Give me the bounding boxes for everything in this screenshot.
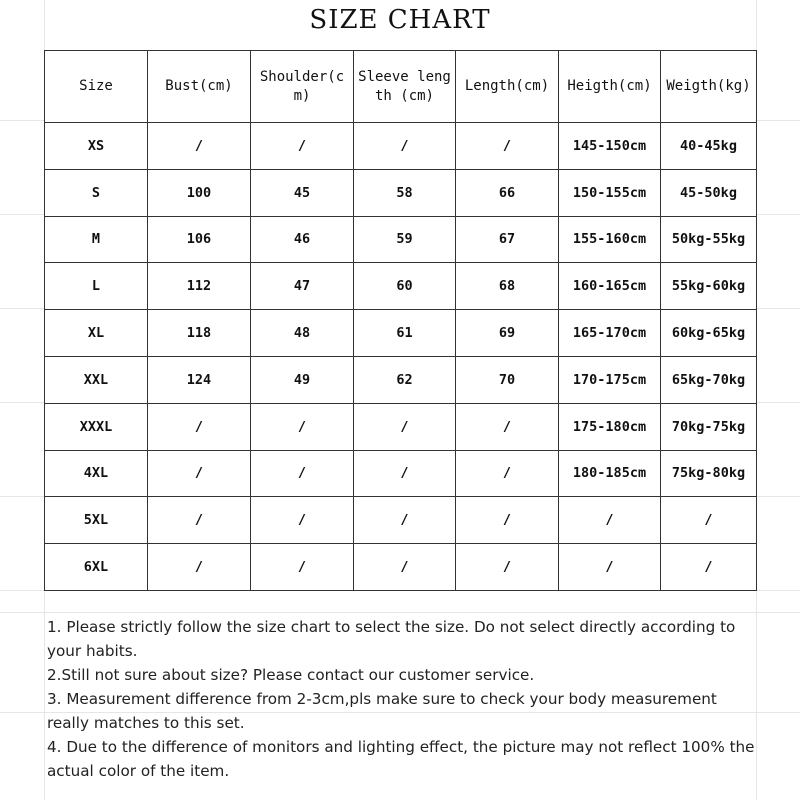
cell-height: 155-160cm: [559, 216, 661, 263]
grid-line: [0, 612, 800, 613]
cell-sleeve-length: 60: [354, 263, 456, 310]
header-shoulder: Shoulder(cm): [251, 51, 354, 123]
cell-bust: /: [148, 403, 251, 450]
header-height: Heigth(cm): [559, 51, 661, 123]
header-size: Size: [45, 51, 148, 123]
table-row: [45, 497, 757, 544]
cell-sleeve-length: /: [354, 123, 456, 170]
cell-bust: /: [148, 450, 251, 497]
cell-length: 70: [456, 356, 559, 403]
cell-length: /: [456, 123, 559, 170]
cell-length: 69: [456, 310, 559, 357]
cell-weight: 65kg-70kg: [661, 356, 757, 403]
cell-shoulder: 45: [251, 169, 354, 216]
cell-weight: /: [661, 497, 757, 544]
cell-shoulder: 46: [251, 216, 354, 263]
table-row: [45, 169, 757, 216]
cell-shoulder: /: [251, 123, 354, 170]
cell-height: 150-155cm: [559, 169, 661, 216]
cell-sleeve-length: 59: [354, 216, 456, 263]
cell-weight: 40-45kg: [661, 123, 757, 170]
cell-size: 4XL: [45, 450, 148, 497]
header-bust: Bust(cm): [148, 51, 251, 123]
cell-height: /: [559, 544, 661, 591]
cell-sleeve-length: /: [354, 450, 456, 497]
cell-size: S: [45, 169, 148, 216]
cell-shoulder: /: [251, 544, 354, 591]
cell-bust: 106: [148, 216, 251, 263]
cell-size: 6XL: [45, 544, 148, 591]
header-length: Length(cm): [456, 51, 559, 123]
page-title: SIZE CHART: [309, 5, 491, 35]
table-row: [45, 123, 757, 170]
cell-height: 145-150cm: [559, 123, 661, 170]
notes-section: [47, 615, 759, 783]
table-row: [45, 310, 757, 357]
cell-weight: 75kg-80kg: [661, 450, 757, 497]
cell-weight: 50kg-55kg: [661, 216, 757, 263]
cell-size: XXXL: [45, 403, 148, 450]
cell-length: /: [456, 450, 559, 497]
note-2: 2.Still not sure about size? Please contact our customer service.: [47, 666, 535, 684]
note-3: 3. Measurement difference from 2-3cm,pls make sure to check your body measurement really matches to this set.: [47, 690, 717, 732]
note-4: 4. Due to the difference of monitors and lighting effect, the picture may not reflect 100% the actual color of the item.: [47, 738, 755, 780]
header-sleeve-length: Sleeve length (cm): [354, 51, 456, 123]
cell-height: 175-180cm: [559, 403, 661, 450]
cell-size: 5XL: [45, 497, 148, 544]
cell-shoulder: /: [251, 497, 354, 544]
cell-shoulder: 48: [251, 310, 354, 357]
cell-shoulder: 47: [251, 263, 354, 310]
cell-size: XL: [45, 310, 148, 357]
cell-shoulder: 49: [251, 356, 354, 403]
cell-weight: 70kg-75kg: [661, 403, 757, 450]
cell-bust: /: [148, 544, 251, 591]
cell-sleeve-length: /: [354, 544, 456, 591]
cell-weight: 55kg-60kg: [661, 263, 757, 310]
cell-length: 66: [456, 169, 559, 216]
cell-sleeve-length: 58: [354, 169, 456, 216]
cell-length: /: [456, 403, 559, 450]
size-chart-table: [44, 50, 757, 591]
cell-shoulder: /: [251, 450, 354, 497]
cell-height: 170-175cm: [559, 356, 661, 403]
table-row: [45, 356, 757, 403]
cell-bust: /: [148, 123, 251, 170]
table-header-row: [45, 51, 757, 123]
header-weight: Weigth(kg): [661, 51, 757, 123]
cell-length: 67: [456, 216, 559, 263]
cell-size: M: [45, 216, 148, 263]
cell-bust: 124: [148, 356, 251, 403]
cell-height: 180-185cm: [559, 450, 661, 497]
cell-size: XXL: [45, 356, 148, 403]
cell-bust: 100: [148, 169, 251, 216]
cell-sleeve-length: 61: [354, 310, 456, 357]
cell-height: /: [559, 497, 661, 544]
table-row: [45, 403, 757, 450]
cell-size: XS: [45, 123, 148, 170]
cell-shoulder: /: [251, 403, 354, 450]
cell-weight: /: [661, 544, 757, 591]
cell-length: /: [456, 497, 559, 544]
note-1: 1. Please strictly follow the size chart to select the size. Do not select directly according to your habits.: [47, 618, 736, 660]
cell-bust: 118: [148, 310, 251, 357]
cell-weight: 60kg-65kg: [661, 310, 757, 357]
cell-size: L: [45, 263, 148, 310]
cell-weight: 45-50kg: [661, 169, 757, 216]
cell-height: 160-165cm: [559, 263, 661, 310]
table-row: [45, 450, 757, 497]
cell-length: 68: [456, 263, 559, 310]
cell-length: /: [456, 544, 559, 591]
cell-sleeve-length: 62: [354, 356, 456, 403]
table-row: [45, 216, 757, 263]
cell-height: 165-170cm: [559, 310, 661, 357]
cell-sleeve-length: /: [354, 497, 456, 544]
table-row: [45, 263, 757, 310]
cell-bust: /: [148, 497, 251, 544]
table-body: [45, 123, 757, 591]
table-row: [45, 544, 757, 591]
cell-sleeve-length: /: [354, 403, 456, 450]
cell-bust: 112: [148, 263, 251, 310]
